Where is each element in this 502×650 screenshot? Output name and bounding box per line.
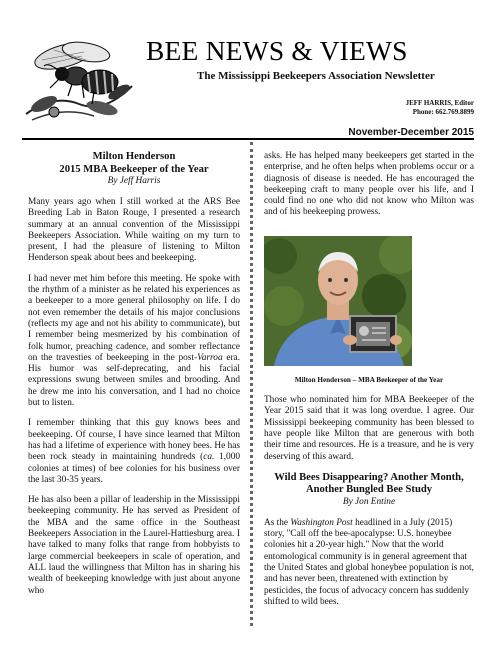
header-rule [22, 138, 474, 140]
editor-info [406, 99, 474, 117]
article-title [264, 472, 474, 497]
article-title-line2: 2015 MBA Beekeeper of the Year [59, 163, 209, 175]
left-column [28, 151, 240, 606]
portrait-photo [264, 236, 412, 366]
paragraph: I had never met him before this meeting. He spoke with the rhythm of a minister as he related his experiences as a beekeeper to a more general philosophy on life. I do not even remember the details of his major conclusions (reflects my age and not his ability to communicate), but I remember being mesmerized by his combination of folk humor, preaching cadence, and somber reflectance on the travesties of beekeeping in the post-Varroa era. His humor was self-deprecating, and his facial expressions swung between smiles and brooding. And he drew me into his conversation, and I had no choice but to listen. [28, 273, 240, 409]
editor-phone: Phone: 662.769.8899 [412, 108, 474, 116]
paragraph: I remember thinking that this guy knows bees and beekeeping. Of course, I have since learned that Milton has had a lifetime of experience with honey bees. He has been rock steady in maintaining hundreds (ca. 1,000 colonies at times) of bee colonies for his business over the last 30-35 years. [28, 418, 240, 485]
paragraph: Many years ago when I still worked at the ARS Bee Breeding Lab in Baton Rouge, I presented a research summary at an annual convention of the Mississippi Beekeepers Association. While waiting on my turn to present, I had the pleasure of listening to Milton Henderson speak about bees and beekeeping. [28, 197, 240, 264]
bee-illustration [24, 34, 134, 124]
editor-name: JEFF HARRIS, Editor [405, 99, 474, 107]
paragraph: Those who nominated him for MBA Beekeeper of the Year 2015 said that it was long overdue. I agree. Our Mississippi beekeeping community has been blessed to have people like Milton that are generous with both their time and resources. He is a treasure, and he is very deserving of this award. [264, 395, 474, 462]
article-title-line1: Wild Bees Disappearing? Another Month, [274, 471, 464, 483]
photo-caption: Milton Henderson – MBA Beekeeper of the Year [294, 376, 444, 385]
newsletter-title: BEE NEWS & VIEWS [146, 35, 408, 66]
issue-date: November-December 2015 [348, 127, 474, 138]
column-divider [250, 142, 253, 626]
newsletter-subtitle: The Mississippi Beekeepers Association Newsletter [197, 70, 435, 82]
article-title [28, 151, 240, 176]
article-title-line2: Another Bungled Bee Study [305, 484, 433, 496]
paragraph: He has also been a pillar of leadership in the Mississippi beekeeping community. He has served as President of the MBA and the same office in the Southeast Beekeepers Association in the Laurel-Hattiesburg area. I have talked to many folks that range from hobbyists to large commercial beekeepers in scale of operation, and ALL laud the willingness that Milton has in sharing his wealth of beekeeping knowledge with just about anyone who [28, 495, 240, 596]
right-column [264, 151, 474, 617]
paragraph: asks. He has helped many beekeepers get started in the enterprise, and he often helps when problems occur or a diagnosis of disease is needed. He has encouraged the beekeeping craft to many people over his life, and I could find no one who did not know who Milton was and of his beekeeping prowess. [264, 151, 474, 218]
article-byline: By Jeff Harris [107, 176, 161, 186]
article-byline: By Jon Entine [342, 496, 396, 507]
article-title-line1: Milton Henderson [92, 151, 176, 162]
paragraph: As the Washington Post headlined in a July (2015) story, "Call off the bee-apocalypse: U.S. honeybee colonies hit a 20-year high." Now that the world entomological community is in general agreement that the United States and global honeybee population is not, and has never been, threatened with extinction by pesticides, the focus of advocacy concern has suddenly shifted to wild bees. [264, 517, 474, 607]
